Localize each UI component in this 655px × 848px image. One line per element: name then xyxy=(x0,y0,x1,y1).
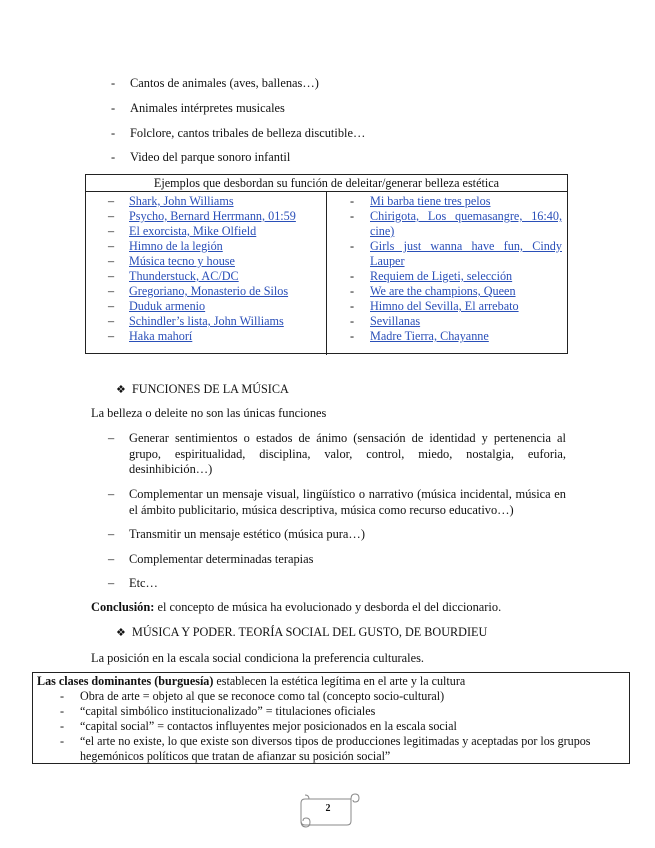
bullet-marker: – xyxy=(108,194,115,208)
diamond-bullet-icon: ❖ xyxy=(116,384,126,396)
example-item xyxy=(108,329,320,344)
example-item xyxy=(108,284,320,299)
examples-table-header: Ejemplos que desbordan su función de deleitar/generar belleza estética xyxy=(86,175,567,192)
power-intro: La posición en la escala social condiciona la preferencia culturales. xyxy=(91,651,425,665)
example-link[interactable]: Haka mahorí xyxy=(129,329,193,343)
bullet-marker: - xyxy=(60,719,65,733)
column-divider xyxy=(326,192,327,355)
bullet-marker: - xyxy=(350,269,355,283)
list-item xyxy=(111,126,365,141)
example-item xyxy=(108,269,320,284)
function-text: Generar sentimientos o estados de ánimo (sensación de identidad y pertenencia al grupo, espiritualidad, disciplina, valor, control, miedo, nostalgia, euforia, desinhibición…) xyxy=(129,431,566,476)
examples-table xyxy=(85,174,568,354)
bullet-marker: - xyxy=(350,314,355,328)
example-link[interactable]: Himno del Sevilla, El arrebato xyxy=(370,299,519,313)
example-item xyxy=(350,194,562,209)
example-link[interactable]: Thunderstuck, AC/DC xyxy=(129,269,239,283)
list-item-text: Video del parque sonoro infantil xyxy=(130,150,291,164)
bullet-marker: – xyxy=(108,487,115,501)
section-heading-functions xyxy=(116,382,289,397)
examples-table-body xyxy=(86,192,567,355)
example-item xyxy=(108,254,320,269)
example-link[interactable]: Psycho, Bernard Herrmann, 01:59 xyxy=(129,209,296,223)
functions-intro: La belleza o deleite no son las únicas funciones xyxy=(91,406,327,420)
list-item-text: Cantos de animales (aves, ballenas…) xyxy=(130,76,319,90)
bullet-marker: – xyxy=(108,284,115,298)
diamond-bullet-icon: ❖ xyxy=(116,627,126,639)
bullet-marker: – xyxy=(108,552,115,566)
example-link[interactable]: Girls just wanna have fun, Cindy Lauper xyxy=(370,239,562,268)
bullet-marker: - xyxy=(60,704,65,718)
list-item-text: Folclore, cantos tribales de belleza discutible… xyxy=(130,126,366,140)
class-item-text: “capital social” = contactos influyentes mejor posicionados en la escala social xyxy=(80,719,457,733)
example-link[interactable]: Madre Tierra, Chayanne xyxy=(370,329,489,343)
example-item xyxy=(350,314,562,329)
bullet-marker: - xyxy=(60,734,65,748)
example-item xyxy=(108,314,320,329)
page-number-scroll xyxy=(295,791,361,831)
class-item-text: Obra de arte = objeto al que se reconoce como tal (concepto socio-cultural) xyxy=(80,689,445,703)
example-link[interactable]: Schindler’s lista, John Williams xyxy=(129,314,284,328)
example-item xyxy=(350,209,562,239)
bullet-marker: – xyxy=(108,299,115,313)
page-number: 2 xyxy=(325,803,331,814)
example-item xyxy=(108,224,320,239)
bullet-marker: - xyxy=(111,150,116,164)
dominant-classes-rest: establecen la estética legítima en el arte y la cultura xyxy=(213,674,466,688)
bullet-marker: – xyxy=(108,329,115,343)
conclusion xyxy=(91,600,501,615)
heading-text: FUNCIONES DE LA MÚSICA xyxy=(132,382,289,396)
bullet-marker: - xyxy=(350,299,355,313)
heading-text: MÚSICA Y PODER. TEORÍA SOCIAL DEL GUSTO, DE BOURDIEU xyxy=(132,625,488,639)
example-link[interactable]: Chirigota, Los quemasangre, 16:40, cine) xyxy=(370,209,562,238)
example-link[interactable]: Mi barba tiene tres pelos xyxy=(370,194,491,208)
function-text: Etc… xyxy=(129,576,158,590)
section-heading-power xyxy=(116,625,487,640)
bullet-marker: – xyxy=(108,269,115,283)
example-item xyxy=(108,239,320,254)
example-link[interactable]: Shark, John Williams xyxy=(129,194,234,208)
bullet-marker: - xyxy=(350,194,355,208)
function-text: Transmitir un mensaje estético (música pura…) xyxy=(129,527,365,541)
example-item xyxy=(108,209,320,224)
example-item xyxy=(108,299,320,314)
class-item xyxy=(60,734,626,763)
example-link[interactable]: Duduk armenio xyxy=(129,299,206,313)
function-text: Complementar determinadas terapias xyxy=(129,552,314,566)
bullet-marker: - xyxy=(111,101,116,115)
example-link[interactable]: Sevillanas xyxy=(370,314,421,328)
bullet-marker: - xyxy=(350,284,355,298)
bullet-marker: – xyxy=(108,527,115,541)
example-link[interactable]: Gregoriano, Monasterio de Silos xyxy=(129,284,289,298)
example-item xyxy=(350,269,562,284)
example-item xyxy=(350,329,562,344)
function-item xyxy=(108,527,566,543)
class-item-text: “el arte no existe, lo que existe son diversos tipos de producciones legitimadas y aceptadas por los grupos hegemónicos políticos que tratan de afianzar su posición social” xyxy=(80,734,591,763)
bullet-marker: - xyxy=(350,239,355,253)
dominant-classes-bold: Las clases dominantes (burguesía) xyxy=(37,674,214,688)
examples-right-column xyxy=(350,194,562,344)
dominant-classes-box xyxy=(32,672,630,764)
function-item xyxy=(108,552,566,568)
bullet-marker: – xyxy=(108,239,115,253)
bullet-marker: - xyxy=(111,126,116,140)
bullet-marker: – xyxy=(108,254,115,268)
bullet-marker: - xyxy=(60,689,65,703)
list-item xyxy=(111,101,285,116)
function-item xyxy=(108,487,566,518)
dominant-classes-heading xyxy=(37,674,465,689)
bullet-marker: - xyxy=(111,76,116,90)
example-item xyxy=(350,284,562,299)
conclusion-label: Conclusión: xyxy=(91,600,155,614)
bullet-marker: – xyxy=(108,576,115,590)
list-item xyxy=(111,150,290,165)
example-item xyxy=(350,299,562,314)
class-item xyxy=(60,719,626,734)
bullet-marker: - xyxy=(350,329,355,343)
examples-left-column xyxy=(108,194,320,344)
function-item xyxy=(108,431,566,478)
example-link[interactable]: We are the champions, Queen xyxy=(370,284,516,298)
example-item xyxy=(350,239,562,269)
example-link[interactable]: El exorcista, Mike Olfield xyxy=(129,224,257,238)
example-link[interactable]: Himno de la legión xyxy=(129,239,223,253)
bullet-marker: – xyxy=(108,209,115,223)
list-item xyxy=(111,76,319,91)
bullet-marker: – xyxy=(108,224,115,238)
list-item-text: Animales intérpretes musicales xyxy=(130,101,285,115)
example-item xyxy=(108,194,320,209)
class-item-text: “capital simbólico institucionalizado” = titulaciones oficiales xyxy=(80,704,376,718)
bullet-marker: – xyxy=(108,431,115,445)
bullet-marker: – xyxy=(108,314,115,328)
conclusion-text: el concepto de música ha evolucionado y desborda el del diccionario. xyxy=(154,600,502,614)
class-item xyxy=(60,689,626,704)
function-item xyxy=(108,576,566,592)
example-link[interactable]: Requiem de Ligeti, selección xyxy=(370,269,513,283)
class-item xyxy=(60,704,626,719)
bullet-marker: - xyxy=(350,209,355,223)
function-text: Complementar un mensaje visual, lingüístico o narrativo (música incidental, música en el ámbito publicitario, música descriptiva, música como recurso educativo…) xyxy=(129,487,566,517)
example-link[interactable]: Música tecno y house xyxy=(129,254,235,268)
